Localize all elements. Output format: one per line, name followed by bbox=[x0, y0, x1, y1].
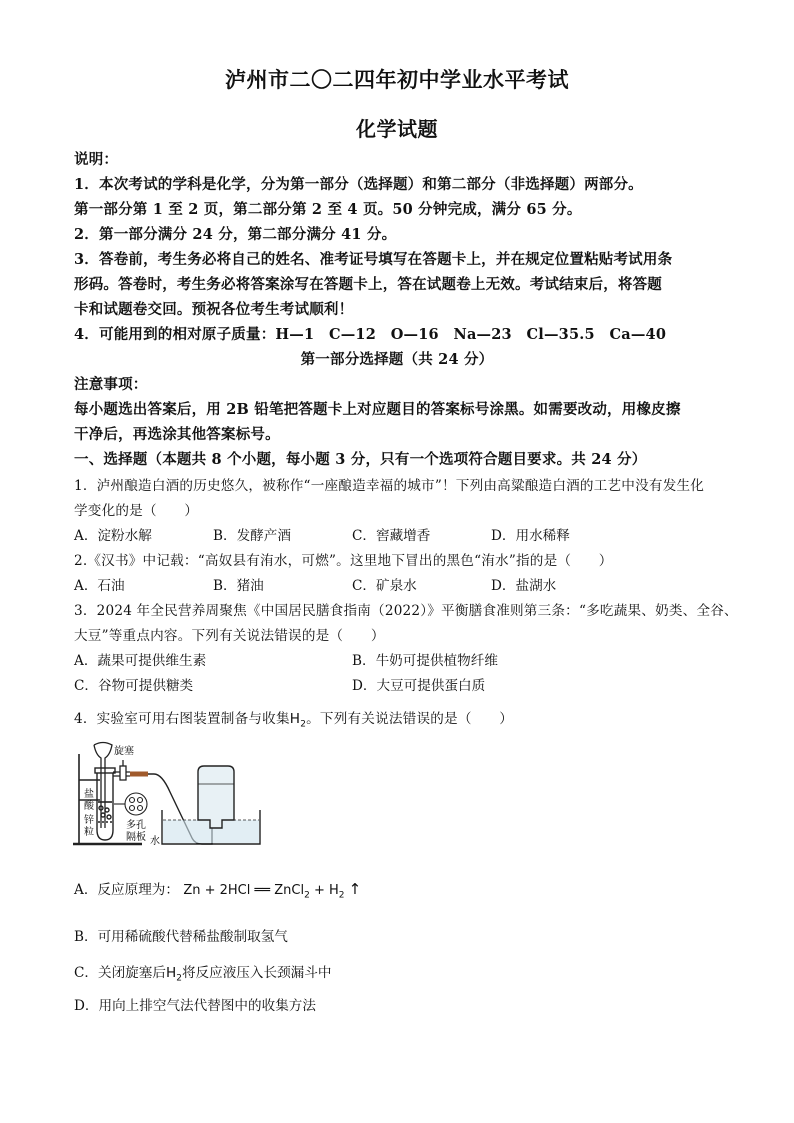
question-4-option-d: D．用向上排空气法代替图中的收集方法 bbox=[74, 998, 316, 1014]
question-1-stem: 1．泸州酿造白酒的历史悠久，被称作“一座酿造幸福的城市”！下列由高粱酿造白酒的工艺中没有发生化 bbox=[74, 478, 705, 494]
question-4-option-c bbox=[74, 961, 331, 984]
question-1-option-c: C．窖藏增香 bbox=[352, 528, 431, 544]
question-3-stem: 3．2024 年全民营养周聚焦《中国居民膳食指南（2022）》平衡膳食准则第三条：“多吃蔬果、奶类、全谷、 bbox=[74, 603, 738, 619]
option-c-prefix: C．关闭旋塞后 bbox=[74, 965, 166, 981]
question-4-option-a bbox=[74, 878, 361, 901]
option-a-prefix: A．反应原理为： bbox=[74, 882, 179, 898]
section-heading: 一、选择题（本题共 8 个小题，每小题 3 分，只有一个选项符合题目要求。共 24 分） bbox=[74, 451, 647, 468]
question-4-option-b: B．可用稀硫酸代替稀盐酸制取氢气 bbox=[74, 929, 288, 945]
instruction-line: 4．可能用到的相对原子质量：H—1 C—12 O—16 Na—23 Cl—35.5 Ca—40 bbox=[74, 326, 667, 343]
question-2-option-b: B．猪油 bbox=[213, 578, 264, 594]
label-water: 水 bbox=[150, 836, 160, 847]
instruction-line: 2．第一部分满分 24 分，第二部分满分 41 分。 bbox=[74, 226, 397, 243]
question-2-option-c: C．矿泉水 bbox=[352, 578, 417, 594]
hydrogen-apparatus-diagram bbox=[70, 740, 360, 855]
question-1-option-a: A．淀粉水解 bbox=[74, 528, 152, 544]
question-1-option-b: B．发酵产酒 bbox=[213, 528, 291, 544]
question-3-option-c: C．谷物可提供糖类 bbox=[74, 678, 194, 694]
question-4-stem-suffix: 。下列有关说法错误的是（ ） bbox=[306, 711, 514, 727]
exam-title: 泸州市二〇二四年初中学业水平考试 bbox=[225, 67, 569, 92]
label-zinc-1: 锌 bbox=[84, 815, 94, 826]
question-2-stem: 2.《汉书》中记载：“高奴县有洧水，可燃”。这里地下冒出的黑色“洧水”指的是（ ） bbox=[74, 553, 613, 569]
notes-heading: 注意事项： bbox=[74, 376, 148, 393]
label-acid-2: 酸 bbox=[84, 801, 94, 812]
collection-bottle bbox=[198, 766, 234, 828]
instruction-line: 第一部分第 1 至 2 页，第二部分第 2 至 4 页。50 分钟完成，满分 65 分。 bbox=[74, 201, 582, 218]
notes-line: 干净后，再选涂其他答案标号。 bbox=[74, 426, 280, 443]
instruction-line: 3．答卷前，考生务必将自己的姓名、准考证号填写在答题卡上，并在规定位置粘贴考试用条 bbox=[74, 251, 673, 268]
question-3-option-a: A．蔬果可提供维生素 bbox=[74, 653, 207, 669]
instruction-line: 1．本次考试的学科是化学，分为第一部分（选择题）和第二部分（非选择题）两部分。 bbox=[74, 176, 643, 193]
instructions-heading: 说明： bbox=[74, 151, 119, 168]
instruction-line: 卡和试题卷交回。预祝各位考生考试顺利！ bbox=[74, 301, 354, 318]
question-2-option-a: A．石油 bbox=[74, 578, 125, 594]
question-4-stem-prefix: 4．实验室可用右图装置制备与收集 bbox=[74, 711, 290, 727]
question-1-option-d: D．用水稀释 bbox=[491, 528, 570, 544]
h2-formula: $H_2$ bbox=[165, 965, 182, 984]
question-1-stem: 学变化的是（ ） bbox=[74, 503, 199, 519]
question-3-option-b: B．牛奶可提供植物纤维 bbox=[352, 653, 498, 669]
part1-heading: 第一部分选择题（共 24 分） bbox=[300, 351, 494, 368]
exam-subtitle: 化学试题 bbox=[356, 117, 438, 141]
reaction-equation: Zn + 2HCl ══ ZnCl$_2$ + $H_2$ ↑ bbox=[183, 880, 362, 901]
instruction-line: 形码。答卷时，考生务必将答案涂写在答题卡上，答在试题卷上无效。考试结束后，将答题 bbox=[74, 276, 662, 293]
question-4-stem bbox=[74, 707, 513, 730]
reaction-equation-body: Zn + 2HCl ══ ZnCl bbox=[183, 883, 305, 898]
porous-plate-detail bbox=[114, 793, 147, 815]
h2-formula: $H_2$ bbox=[289, 711, 307, 730]
label-acid-1: 盐 bbox=[84, 789, 94, 800]
label-zinc-2: 粒 bbox=[84, 827, 94, 838]
question-2-option-d: D．盐湖水 bbox=[491, 578, 557, 594]
label-valve: 旋塞 bbox=[114, 746, 134, 757]
option-c-suffix: 将反应液压入长颈漏斗中 bbox=[181, 965, 332, 981]
notes-line: 每小题选出答案后，用 2B 铅笔把答题卡上对应题目的答案标号涂黑。如需要改动，用橡皮擦 bbox=[74, 401, 681, 418]
label-plate-1: 多孔 bbox=[126, 820, 146, 831]
label-plate-2: 隔板 bbox=[126, 832, 146, 843]
question-3-stem: 大豆”等重点内容。下列有关说法错误的是（ ） bbox=[74, 628, 385, 644]
question-3-option-d: D．大豆可提供蛋白质 bbox=[352, 678, 486, 694]
